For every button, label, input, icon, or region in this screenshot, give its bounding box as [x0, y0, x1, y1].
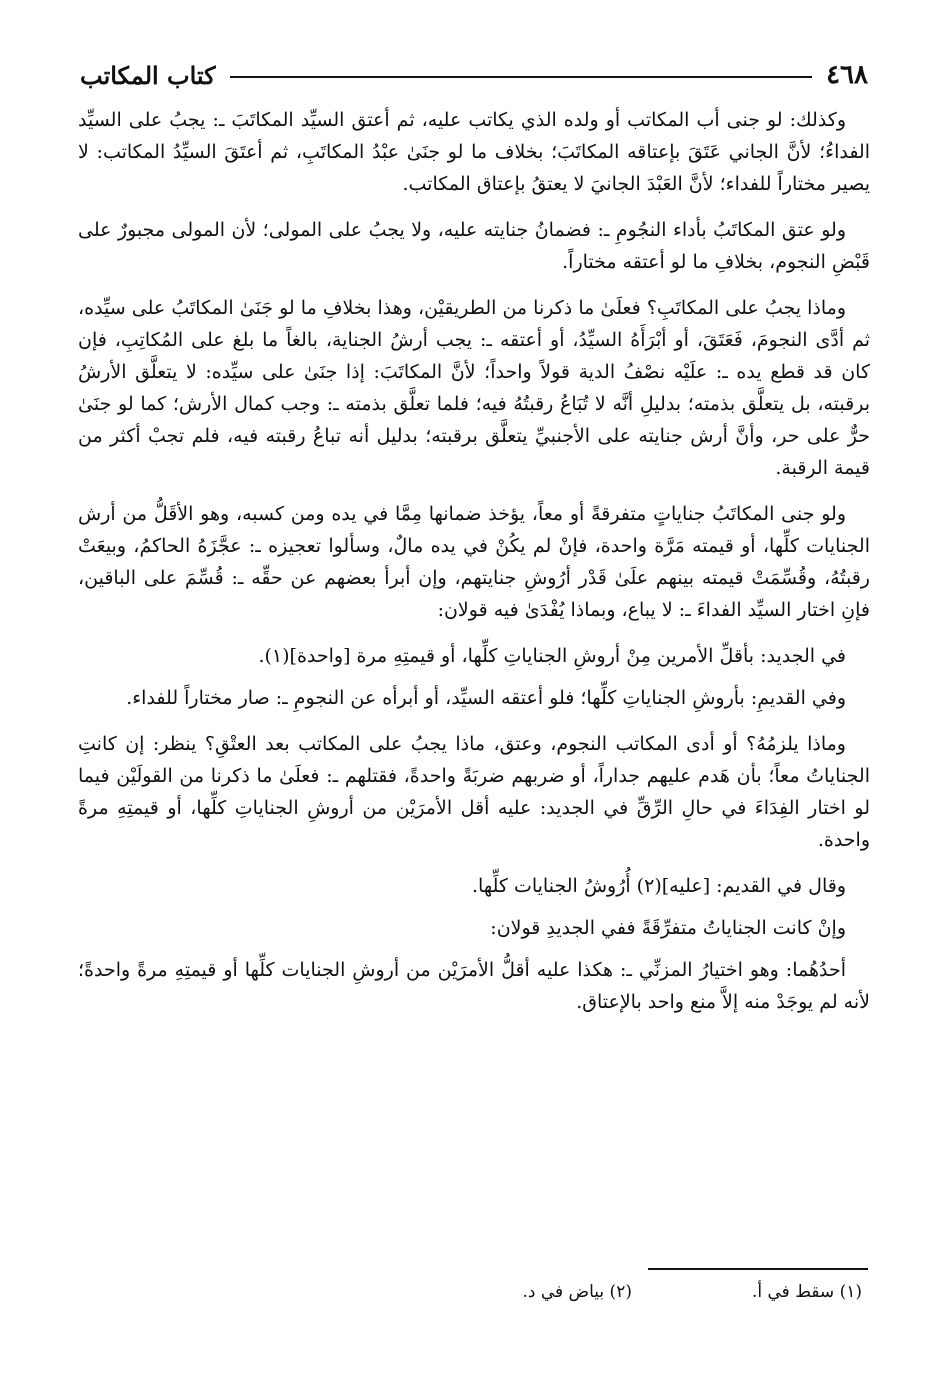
page-number: ٤٦٨	[826, 60, 868, 90]
paragraph: وإنْ كانت الجناياتُ متفرِّقَةً ففي الجديدِ قولان:	[490, 917, 846, 939]
footnote-rule	[648, 1268, 868, 1270]
paragraph: أحدُهُما: وهو اختيارُ المزنِّي ـ: هكذا عليه أقلُّ الأمرَيْن من أروشِ الجنايات كلِّها أو قيمتِهِ مرةً واحدةً؛ لأنه لم يوجَدْ منه إلاَّ منع واحد بالإعتاق.	[78, 959, 870, 1013]
paragraph: وقال في القديم: [عليه](٢) أُرُوشُ الجنايات كلِّها.	[472, 875, 846, 897]
paragraph: وكذلك: لو جنى أب المكاتب أو ولده الذي يكاتب عليه، ثم أعتق السيِّد المكاتَبَ ـ: يجبُ على السيِّد الفداءُ؛ لأنَّ الجاني عَتَقَ بإعتاقه المكاتَبَ؛ بخلاف ما لو جنَىٰ عبْدُ المكاتَبِ، ثم أعتَقَ السيِّدُ المكاتب: لا يصير مختاراً للفداء؛ لأنَّ العَبْدَ الجانيَ لا يعتقُ بإعتاق المكاتب.	[78, 109, 870, 195]
paragraph: ولو جنى المكاتَبُ جناياتٍ متفرقةً أو معاً، يؤخذ ضمانها مِمَّا في يده ومن كسبه، وهو الأقَلُّ من أرش الجنايات كلِّها، أو قيمته مَرَّة واحدة، فإنْ لم يكُنْ في يده مالٌ، وسألوا تعجيزه ـ: عجَّزَهُ الحاكمُ، وبيعَتْ رقبتُهُ، وقُسِّمَتْ قيمته بينهم علَىٰ قَدْر أرُوشِ جنايتهم، وإن أبرأ بعضهم عن حقِّه ـ: قُسِّمَ على الباقين، فإنِ اختار السيِّد الفداءَ ـ: لا يباع، وبماذا يُفْدَىٰ فيه قولان:	[78, 503, 870, 621]
paragraph: وفي القديمِ: بأروشِ الجناياتِ كلِّها؛ فلو أعتقه السيِّد، أو أبرأه عن النجومِ ـ: صار مختاراً للفداء.	[126, 687, 846, 709]
running-title: كتاب المكاتب	[80, 60, 216, 90]
footnote: (٢) بياض في د.	[522, 1282, 632, 1302]
footnote: (١) سقط في أ.	[751, 1282, 862, 1302]
page-header	[80, 58, 868, 92]
header-rule	[230, 76, 812, 78]
paragraph: ولو عتق المكاتَبُ بأداء النجُومِ ـ: فضمانُ جنايته عليه، ولا يجبُ على المولى؛ لأن المولى مجبورٌ على قَبْضِ النجوم، بخلافِ ما لو أعتقه مختاراً.	[78, 219, 870, 273]
paragraph: في الجديد: بأقلِّ الأمرين مِنْ أروشِ الجناياتِ كلِّها، أو قيمتِهِ مرة [واحدة](١).	[258, 645, 846, 667]
footnotes	[400, 1282, 862, 1302]
paragraph: وماذا يلزمُهُ؟ أو أدى المكاتب النجوم، وعتق، ماذا يجبُ على المكاتب بعد العتْقِ؟ ينظر: إن كانتِ الجناياتُ معاً؛ بأن هَدم عليهم جداراً، أو ضربهم ضربَةً واحدةً، فقتلهم ـ: فعلَىٰ ما ذكرنا من القولَيْن فيما لو اختار الفِدَاءَ في حالِ الرِّقِّ في الجديد: عليه أقل الأمرَيْن من أروشِ الجناياتِ كلِّها، أو قيمتِهِ مرةً واحدة.	[78, 733, 870, 851]
page-body	[78, 104, 870, 1032]
paragraph: وماذا يجبُ على المكاتَبِ؟ فعلَىٰ ما ذكرنا من الطريقيْن، وهذا بخلافِ ما لو جَنَىٰ المكاتَبُ على سيِّده، ثم أدَّى النجومَ، فَعَتَقَ، أو أبْرَأَهُ السيِّدُ، أو أعتقه ـ: يجب أرشُ الجناية، بالغاً ما بلغ على المُكاتِبِ، فإن كان قد قطع يده ـ: علَيْه نصْفُ الدية قولاً واحداً؛ لأنَّ المكاتَبَ: إذا جنَىٰ على سيِّده: لا يتعلَّق الأرشُ برقبته، بل يتعلَّق بذمته؛ بدليلِ أنَّه لا تُبَاعُ رقبتُهُ فيه؛ فلما تعلَّق بذمته ـ: وجب كمال الأرش؛ كما لو جنَىٰ حرٌّ على حر، وأنَّ أرش جنايته على الأجنبيِّ يتعلَّق برقبته؛ بدليل أنه تباعُ رقبته فيه، فلم تجبْ أكثر من قيمة الرقبة.	[78, 297, 870, 479]
